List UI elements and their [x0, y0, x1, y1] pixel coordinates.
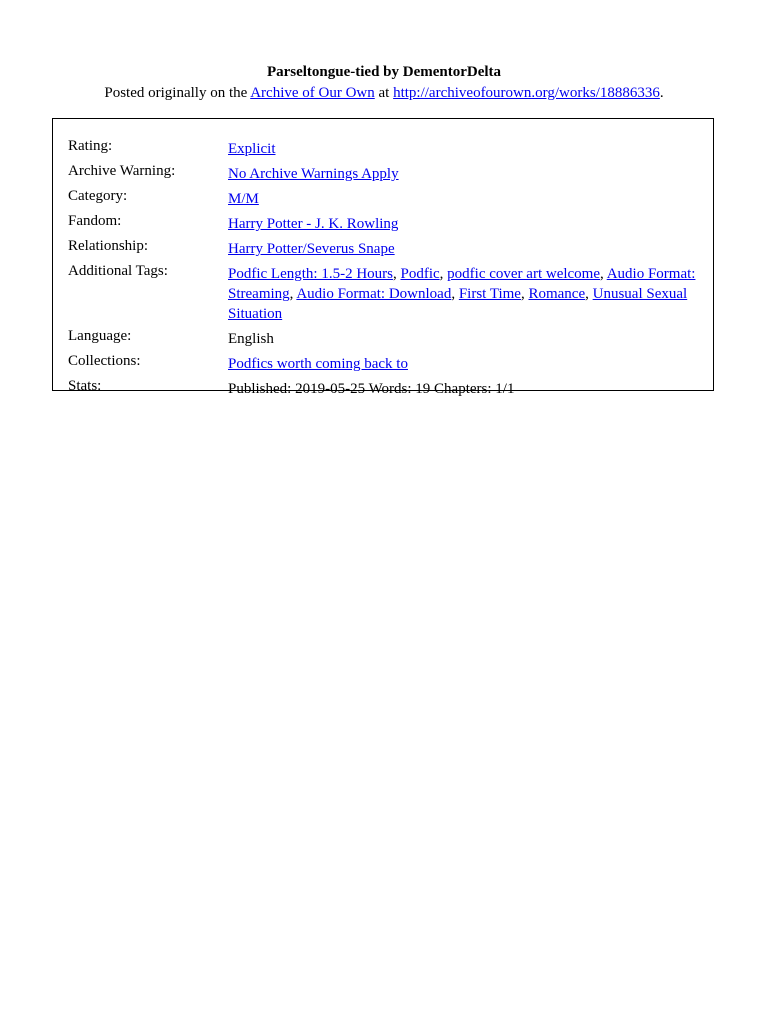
- tag-link[interactable]: Podfic: [400, 266, 440, 282]
- tag-separator: ,: [451, 286, 459, 302]
- work-metadata-box: [52, 118, 714, 397]
- tag-link[interactable]: Audio Format: Streaming: [228, 266, 696, 302]
- fandom-row: [68, 211, 698, 236]
- tag-link[interactable]: podfic cover art welcome: [447, 266, 600, 282]
- posted-prefix: Posted originally on the: [104, 85, 251, 101]
- rating-link[interactable]: Explicit: [228, 141, 276, 157]
- rating-row: [68, 136, 698, 161]
- tag-separator: ,: [600, 266, 607, 282]
- tag-link[interactable]: Romance: [528, 286, 586, 302]
- relationship-link[interactable]: Harry Potter/Severus Snape: [228, 241, 395, 257]
- language-value: English: [228, 331, 274, 347]
- posted-suffix: .: [659, 85, 664, 101]
- tag-separator: ,: [585, 286, 593, 302]
- language-label: Language:: [68, 328, 132, 344]
- relationship-label: Relationship:: [68, 238, 148, 254]
- warning-row: [68, 161, 698, 186]
- tag-separator: ,: [520, 286, 529, 302]
- fandom-label: Fandom:: [68, 213, 122, 229]
- chapters-label: Chapters:: [430, 381, 496, 397]
- collections-row: [68, 351, 698, 376]
- additional-tags-label: Additional Tags:: [68, 263, 168, 279]
- warning-label: Archive Warning:: [68, 163, 176, 179]
- published-date: 2019-05-25: [295, 381, 366, 397]
- collection-link[interactable]: Podfics worth coming back to: [228, 356, 408, 372]
- category-link[interactable]: M/M: [228, 191, 259, 207]
- tag-link[interactable]: Podfic Length: 1.5-2 Hours: [228, 266, 393, 282]
- additional-tags-row: [68, 261, 698, 326]
- stats-label: Stats:: [68, 378, 102, 394]
- rating-label: Rating:: [68, 138, 113, 154]
- chapter-count: 1/1: [495, 381, 515, 397]
- work-header: [0, 62, 768, 103]
- posted-line: [0, 83, 768, 103]
- tag-link[interactable]: First Time: [458, 286, 521, 302]
- work-url-link[interactable]: http://archiveofourown.org/works/18886336: [393, 85, 660, 101]
- words-label: Words:: [365, 381, 416, 397]
- category-row: [68, 186, 698, 211]
- relationship-row: [68, 236, 698, 261]
- posted-mid: at: [374, 85, 394, 101]
- tag-separator: ,: [439, 266, 448, 282]
- stats-row: [68, 376, 698, 401]
- work-metadata-table: [68, 136, 698, 401]
- stats-value: [228, 376, 698, 401]
- published-label: Published:: [228, 381, 296, 397]
- fandom-link[interactable]: Harry Potter - J. K. Rowling: [228, 216, 399, 232]
- collections-label: Collections:: [68, 353, 141, 369]
- archive-link[interactable]: Archive of Our Own: [250, 85, 375, 101]
- warning-link[interactable]: No Archive Warnings Apply: [228, 166, 399, 182]
- word-count: 19: [415, 381, 431, 397]
- tag-separator: ,: [289, 286, 297, 302]
- tag-link[interactable]: Audio Format: Download: [296, 286, 452, 302]
- tag-link[interactable]: Unusual Sexual Situation: [228, 286, 688, 322]
- work-title: Parseltongue-tied by DementorDelta: [266, 64, 502, 80]
- category-label: Category:: [68, 188, 128, 204]
- language-row: [68, 326, 698, 351]
- tag-separator: ,: [392, 266, 401, 282]
